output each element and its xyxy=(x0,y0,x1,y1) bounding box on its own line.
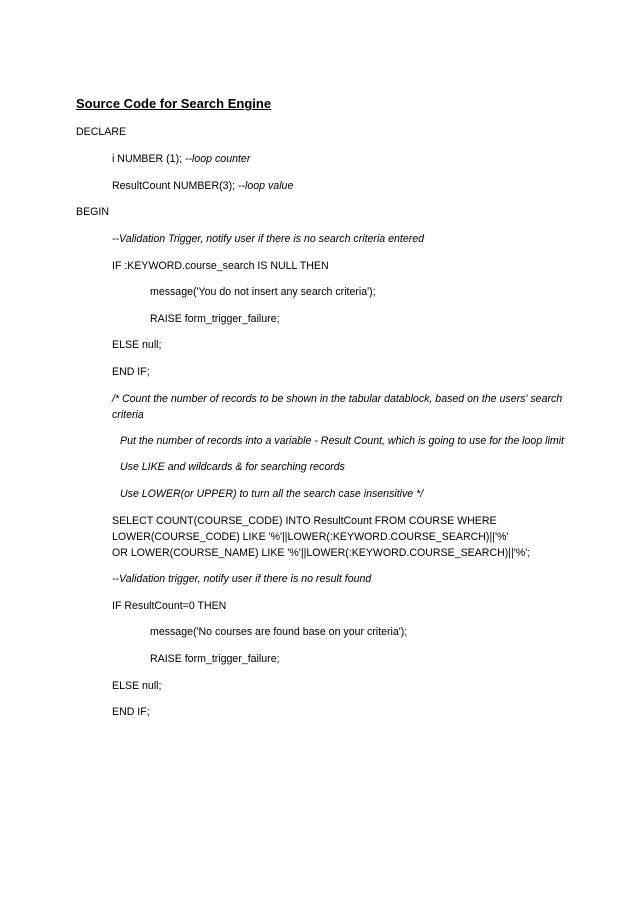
code-comment-validation-2: --Validation trigger, notify user if there is no result found xyxy=(112,573,372,585)
code-line-else-2: ELSE null; xyxy=(112,680,162,692)
code-line-message-2: message('No courses are found base on your criteria'); xyxy=(150,626,408,638)
code-line-select-1: SELECT COUNT(COURSE_CODE) INTO ResultCount FROM COURSE WHERE xyxy=(112,515,497,527)
code-line-select-3: OR LOWER(COURSE_NAME) LIKE '%'||LOWER(:KEYWORD.COURSE_SEARCH)||'%'; xyxy=(112,547,531,559)
code-block-comment-2: Put the number of records into a variable - Result Count, which is going to use for the loop limit xyxy=(120,435,564,447)
code-block-comment-3: Use LIKE and wildcards & for searching records xyxy=(120,461,345,473)
code-comment-validation-1: --Validation Trigger, notify user if there is no search criteria entered xyxy=(112,233,425,245)
code-line-i-declaration xyxy=(112,153,250,166)
code-line-if-result: IF ResultCount=0 THEN xyxy=(112,600,227,612)
code-line-select-2: LOWER(COURSE_CODE) LIKE '%'||LOWER(:KEYWORD.COURSE_SEARCH)||'%' xyxy=(112,531,509,543)
code-line-begin: BEGIN xyxy=(76,206,109,218)
code-text: i NUMBER (1); xyxy=(112,153,185,165)
code-line-else-1: ELSE null; xyxy=(112,339,162,351)
code-comment: --loop counter xyxy=(184,153,251,165)
code-block-comment-1: /* Count the number of records to be shown in the tabular datablock, based on the users' search criteria xyxy=(112,393,563,421)
code-line-declare: DECLARE xyxy=(76,126,127,138)
code-line-if-keyword: IF :KEYWORD.course_search IS NULL THEN xyxy=(112,260,329,272)
code-line-raise-2: RAISE form_trigger_failure; xyxy=(150,653,280,665)
code-block-comment-4: Use LOWER(or UPPER) to turn all the search case insensitive */ xyxy=(120,488,424,500)
code-line-message-1: message('You do not insert any search criteria'); xyxy=(150,286,376,298)
code-comment: --loop value xyxy=(237,180,294,192)
code-line-endif-1: END IF; xyxy=(112,366,150,378)
page-title: Source Code for Search Engine xyxy=(76,96,272,111)
code-line-resultcount-declaration xyxy=(112,180,293,193)
code-line-raise-1: RAISE form_trigger_failure; xyxy=(150,313,280,325)
code-line-endif-2: END IF; xyxy=(112,706,150,718)
code-text: ResultCount NUMBER(3); xyxy=(112,180,238,192)
